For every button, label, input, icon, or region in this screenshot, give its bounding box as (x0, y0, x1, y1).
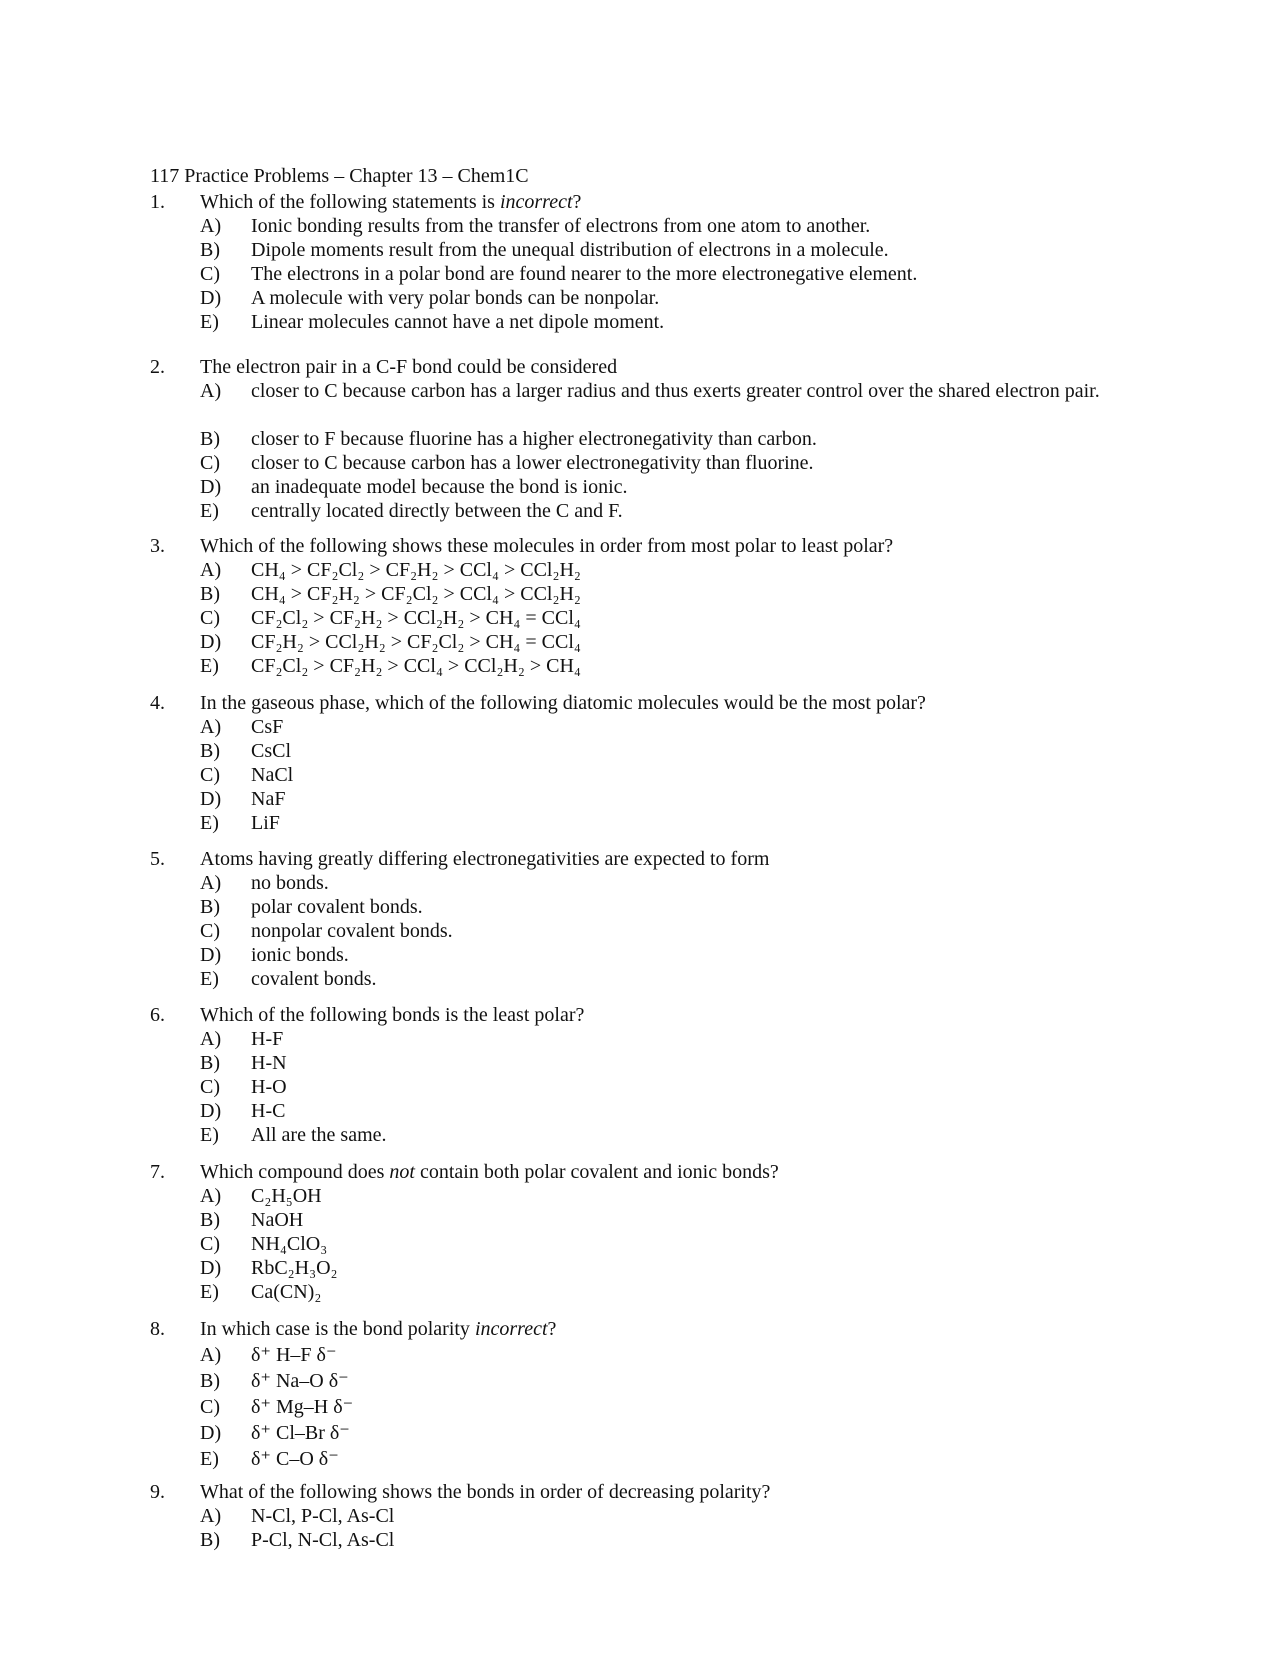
question-number: 5. (150, 848, 165, 870)
question-number: 8. (150, 1318, 165, 1340)
question-number: 3. (150, 535, 165, 557)
document-page: 117 Practice Problems – Chapter 13 – Chem1C 1. Which of the following statements is incorrect? A) Ionic bonding results from the transfer of electrons from one atom to another. B) Dipole moments result from the unequal distribution of electrons in a molecule. C) The electrons in a polar bond are found nearer to the more electronegative element. D) A molecule with very polar bonds can be nonpolar. E) Linear molecules cannot have a net dipole moment. 2. The electron pair in a C-F bond could be considered A) closer to C because carbon has a larger radius and thus exerts greater control over the shared electron pair. B) closer to F because fluorine has a higher electronegativity than carbon. C) closer to C because carbon has a lower electronegativity than fluorine. D) an inadequate model because the bond is ionic. E) centrally located directly between the C and F. 3. Which of the following shows these molecules in order from most polar to least polar? A) CH₄ > CF₂Cl₂ > CF₂H₂ > CCl₄ > CCl₂H₂ B) CH₄ > CF₂H₂ > CF₂Cl₂ > CCl₄ > CCl₂H₂ C) CF₂Cl₂ > CF₂H₂ > CCl₂H₂ > CH₄ = CCl₄ D) CF₂H₂ > CCl₂H₂ > CF₂Cl₂ > CH₄ = CCl₄ E) CF₂Cl₂ > CF₂H₂ > CCl₄ > CCl₂H₂ > CH₄ 4. In the gaseous phase, which of the following diatomic molecules would be the most polar? A) CsF B) CsCl C) NaCl D) NaF E) LiF 5. Atoms having greatly differing electronegativities are expected to form A) no bonds. B) polar covalent bonds. C) nonpolar covalent bonds. D) ionic bonds. E) covalent bonds. 6. Which of the following bonds is the least polar? A) H-F B) H-N C) H-O D) H-C E) All are the same. 7. Which compound does not contain both polar covalent and ionic bonds? A) C₂H₅OH B) NaOH C) NH₄ClO₃ D) RbC₂H₃O₂ E) Ca(CN)₂ 8. In which case is the bond polarity incorrect? A) δ⁺ H–F δ⁻ B) δ⁺ Na–O δ⁻ C) δ⁺ Mg–H δ⁻ D) δ⁺ Cl–Br δ⁻ E) δ⁺ C–O δ⁻ 9. What of the following shows the bonds in order of decreasing polarity? A) N-Cl, P-Cl, As-Cl B) P-Cl, N-Cl, As-Cl (150, 165, 1100, 1551)
question-number: 9. (150, 1481, 165, 1503)
question-number: 4. (150, 692, 165, 714)
question-number: 7. (150, 1161, 165, 1183)
question-text: Atoms having greatly differing electronegativities are expected to form (200, 848, 770, 870)
page-title: 117 Practice Problems – Chapter 13 – Chem1C (150, 165, 529, 187)
question-text: What of the following shows the bonds in order of decreasing polarity? (200, 1481, 771, 1503)
question-text: The electron pair in a C-F bond could be considered (200, 356, 618, 378)
question-text: Which of the following shows these molecules in order from most polar to least polar? (200, 535, 894, 557)
question-number: 2. (150, 356, 165, 378)
question-text: Which compound does not contain both polar covalent and ionic bonds? (200, 1161, 779, 1183)
question-number: 6. (150, 1004, 165, 1026)
question-text: In the gaseous phase, which of the following diatomic molecules would be the most polar? (200, 692, 926, 714)
question-text: Which of the following statements is incorrect? (200, 191, 582, 213)
question-text: Which of the following bonds is the least polar? (200, 1004, 585, 1026)
question-number: 1. (150, 191, 165, 213)
question-text: In which case is the bond polarity incorrect? (200, 1318, 557, 1340)
